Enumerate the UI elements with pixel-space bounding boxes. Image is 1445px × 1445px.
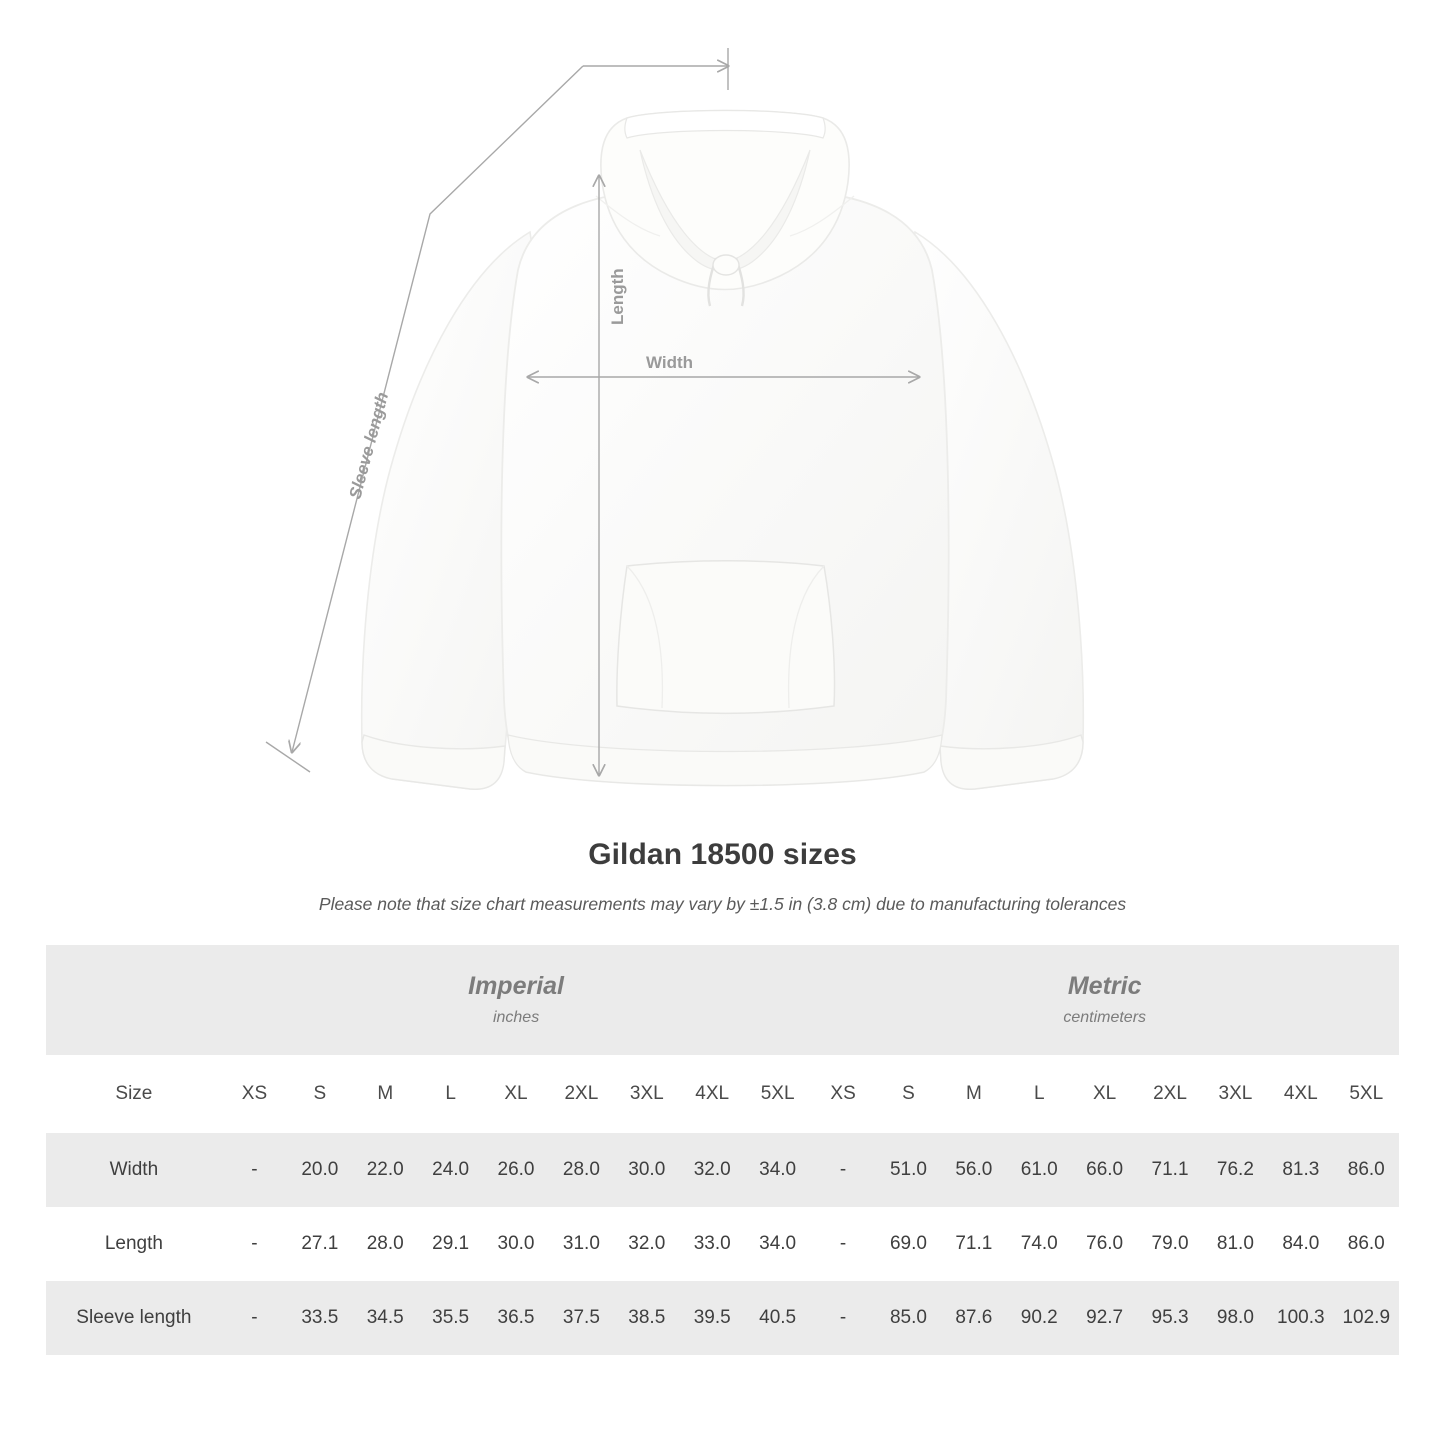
col-head-m-6: 3XL (1203, 1055, 1268, 1133)
cell-sleeve-i-2: 34.5 (353, 1281, 418, 1355)
col-head-m-5: 2XL (1137, 1055, 1202, 1133)
cell-sleeve-m-1: 85.0 (876, 1281, 941, 1355)
column-header-row (46, 1055, 1399, 1133)
col-head-i-8: 5XL (745, 1055, 811, 1133)
cell-length-m-4: 76.0 (1072, 1207, 1137, 1281)
row-label-length: Length (46, 1207, 222, 1281)
cell-length-m-5: 79.0 (1137, 1207, 1202, 1281)
tolerance-note: Please note that size chart measurements may vary by ±1.5 in (3.8 cm) due to manufacturing tolerances (318, 894, 1127, 914)
cell-length-i-6: 32.0 (614, 1207, 679, 1281)
hoodie-graphic (362, 111, 1084, 790)
cell-sleeve-m-4: 92.7 (1072, 1281, 1137, 1355)
cell-width-m-7: 81.3 (1268, 1133, 1333, 1207)
size-table (46, 945, 1399, 1355)
col-head-m-0: XS (810, 1055, 875, 1133)
cell-width-i-7: 32.0 (679, 1133, 744, 1207)
cell-sleeve-m-8: 102.9 (1334, 1281, 1400, 1355)
cell-sleeve-i-8: 40.5 (745, 1281, 811, 1355)
sleeve-length-label: Sleeve length (345, 390, 393, 502)
cell-width-i-4: 26.0 (483, 1133, 548, 1207)
size-label: Size (46, 1055, 222, 1133)
page-title: Gildan 18500 sizes (588, 838, 857, 871)
cell-width-m-4: 66.0 (1072, 1133, 1137, 1207)
col-head-i-2: M (353, 1055, 418, 1133)
cell-sleeve-i-0: - (222, 1281, 287, 1355)
cell-sleeve-m-5: 95.3 (1137, 1281, 1202, 1355)
cell-sleeve-i-6: 38.5 (614, 1281, 679, 1355)
cell-length-i-5: 31.0 (549, 1207, 614, 1281)
col-head-m-1: S (876, 1055, 941, 1133)
unit-header-row (46, 945, 1399, 1055)
cell-length-m-7: 84.0 (1268, 1207, 1333, 1281)
table-row (46, 1133, 1399, 1207)
cell-length-i-2: 28.0 (353, 1207, 418, 1281)
cell-width-m-3: 61.0 (1007, 1133, 1072, 1207)
cell-length-i-4: 30.0 (483, 1207, 548, 1281)
col-head-i-3: L (418, 1055, 483, 1133)
unit-metric (810, 945, 1399, 1055)
col-head-i-5: 2XL (549, 1055, 614, 1133)
cell-width-i-2: 22.0 (353, 1133, 418, 1207)
cell-length-i-8: 34.0 (745, 1207, 811, 1281)
row-label-sleeve-length: Sleeve length (46, 1281, 222, 1355)
col-head-i-0: XS (222, 1055, 287, 1133)
title-block (0, 838, 1445, 915)
col-head-i-7: 4XL (679, 1055, 744, 1133)
width-label: Width (646, 353, 694, 372)
cell-width-i-8: 34.0 (745, 1133, 811, 1207)
cell-sleeve-m-7: 100.3 (1268, 1281, 1333, 1355)
cell-length-i-0: - (222, 1207, 287, 1281)
unit-metric-sub: centimeters (1063, 1008, 1147, 1026)
cell-length-m-3: 74.0 (1007, 1207, 1072, 1281)
length-label: Length (608, 268, 627, 325)
table-row (46, 1281, 1399, 1355)
unit-imperial (222, 945, 811, 1055)
cell-sleeve-m-2: 87.6 (941, 1281, 1006, 1355)
cell-length-i-7: 33.0 (679, 1207, 744, 1281)
cell-width-i-0: - (222, 1133, 287, 1207)
unit-metric-name: Metric (1067, 972, 1142, 1001)
cell-length-m-8: 86.0 (1334, 1207, 1400, 1281)
cell-width-i-3: 24.0 (418, 1133, 483, 1207)
cell-width-m-1: 51.0 (876, 1133, 941, 1207)
cell-sleeve-i-5: 37.5 (549, 1281, 614, 1355)
cell-width-i-5: 28.0 (549, 1133, 614, 1207)
cell-width-i-1: 20.0 (287, 1133, 352, 1207)
col-head-m-2: M (941, 1055, 1006, 1133)
unit-imperial-name: Imperial (468, 972, 564, 1001)
cell-length-m-0: - (810, 1207, 875, 1281)
cell-length-i-1: 27.1 (287, 1207, 352, 1281)
col-head-m-3: L (1007, 1055, 1072, 1133)
unit-imperial-sub: inches (492, 1008, 540, 1026)
size-table-wrapper (46, 945, 1399, 1355)
col-head-i-4: XL (483, 1055, 548, 1133)
cell-width-i-6: 30.0 (614, 1133, 679, 1207)
cell-length-m-1: 69.0 (876, 1207, 941, 1281)
col-head-i-1: S (287, 1055, 352, 1133)
cell-width-m-0: - (810, 1133, 875, 1207)
cell-width-m-8: 86.0 (1334, 1133, 1400, 1207)
cell-length-m-2: 71.1 (941, 1207, 1006, 1281)
cell-width-m-6: 76.2 (1203, 1133, 1268, 1207)
cell-sleeve-i-1: 33.5 (287, 1281, 352, 1355)
cell-sleeve-i-7: 39.5 (679, 1281, 744, 1355)
cell-length-m-6: 81.0 (1203, 1207, 1268, 1281)
cell-length-i-3: 29.1 (418, 1207, 483, 1281)
col-head-m-8: 5XL (1334, 1055, 1400, 1133)
table-row (46, 1207, 1399, 1281)
col-head-m-4: XL (1072, 1055, 1137, 1133)
cell-sleeve-m-0: - (810, 1281, 875, 1355)
cell-sleeve-m-6: 98.0 (1203, 1281, 1268, 1355)
col-head-m-7: 4XL (1268, 1055, 1333, 1133)
row-label-width: Width (46, 1133, 222, 1207)
cell-sleeve-m-3: 90.2 (1007, 1281, 1072, 1355)
unit-spacer (46, 945, 222, 1055)
cell-sleeve-i-3: 35.5 (418, 1281, 483, 1355)
cell-width-m-2: 56.0 (941, 1133, 1006, 1207)
cell-width-m-5: 71.1 (1137, 1133, 1202, 1207)
cell-sleeve-i-4: 36.5 (483, 1281, 548, 1355)
col-head-i-6: 3XL (614, 1055, 679, 1133)
